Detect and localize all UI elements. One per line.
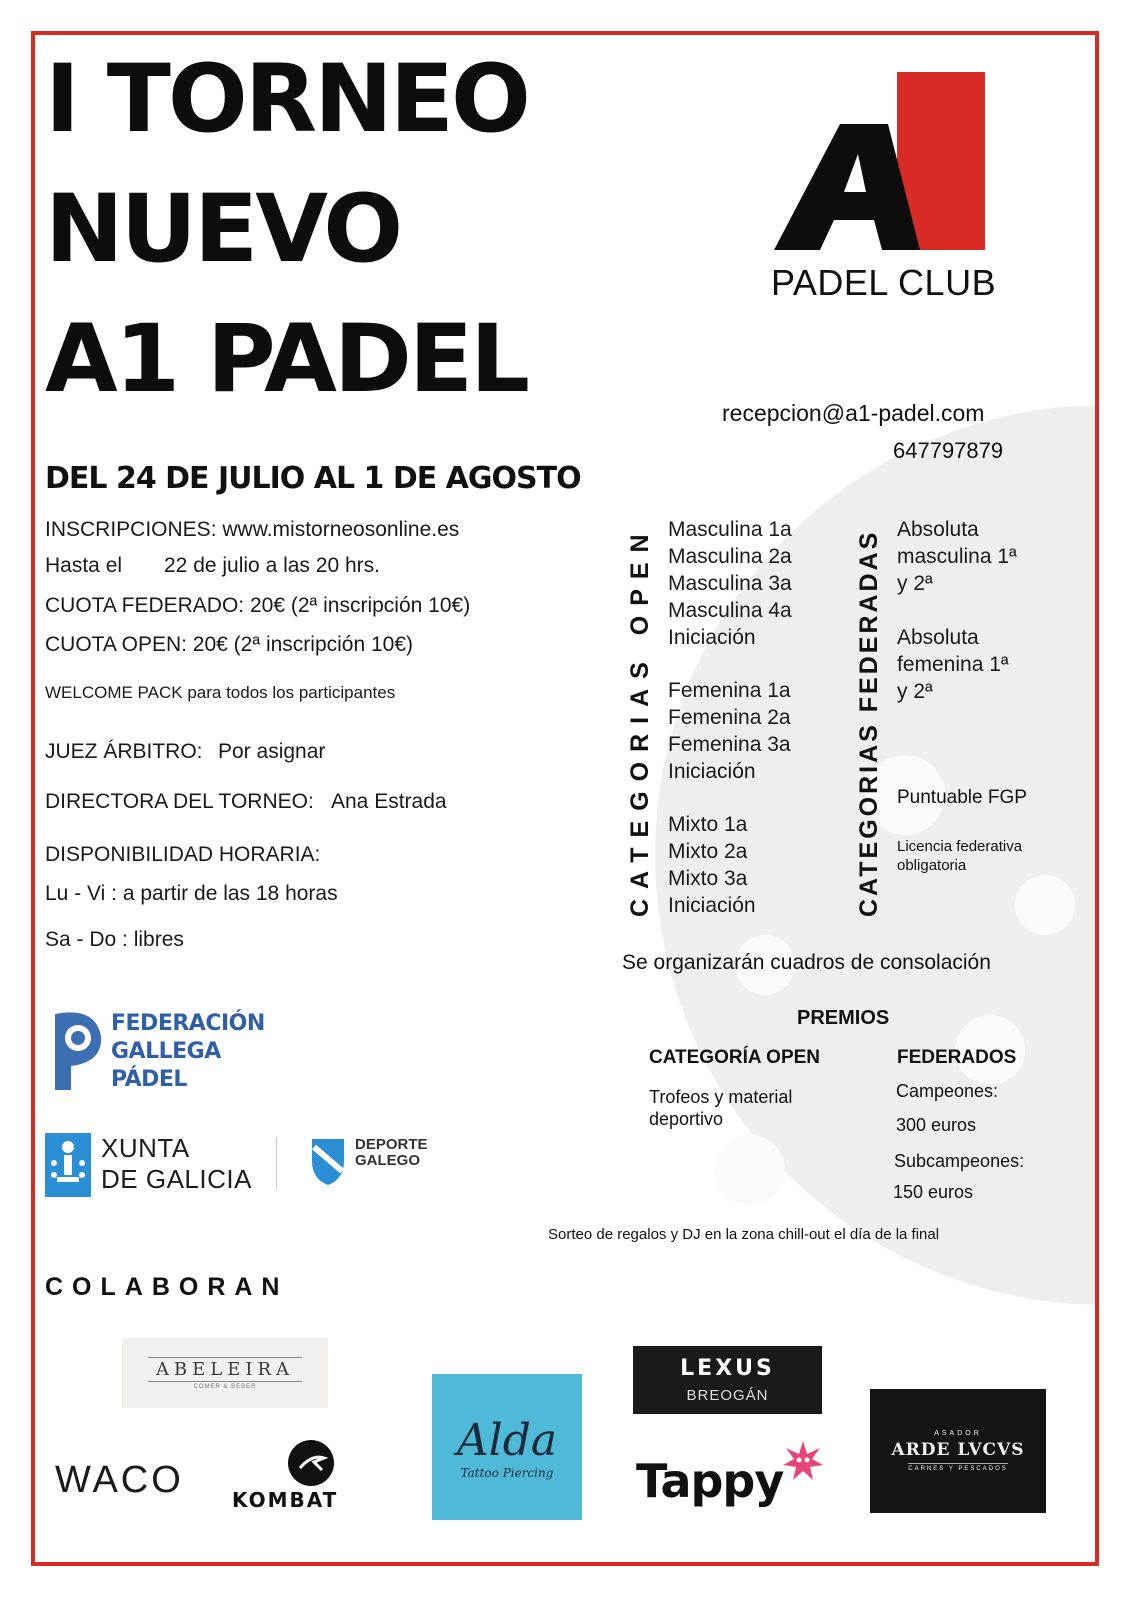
deporte-galego-icon xyxy=(310,1137,346,1187)
fgp-line: GALLEGA xyxy=(111,1039,221,1064)
deporte-logo-text xyxy=(355,1137,428,1169)
premios-open-line: deportivo xyxy=(649,1109,724,1129)
tournament-dates: DEL 24 DE JULIO AL 1 DE AGOSTO xyxy=(45,461,581,496)
fed-femenina xyxy=(897,624,1009,705)
premios-heading: PREMIOS xyxy=(797,1007,890,1029)
fed-fem-line: y 2ª xyxy=(897,680,933,703)
welcome-pack: WELCOME PACK para todos los participantes xyxy=(45,683,396,702)
alda-name: Alda xyxy=(456,1414,558,1466)
asador-name: ARDE LVCVS xyxy=(891,1440,1025,1460)
a1-logo-icon xyxy=(770,72,990,257)
contact-email[interactable]: recepcion@a1-padel.com xyxy=(722,400,985,426)
open-femenina-list xyxy=(668,677,791,785)
campeones-label: Campeones: xyxy=(896,1081,999,1101)
fgp-line: FEDERACIÓN xyxy=(111,1011,265,1036)
category-item: Femenina 1a xyxy=(668,679,791,702)
category-item: Mixto 1a xyxy=(668,813,748,836)
asador-sub: CARNES Y PESCADOS xyxy=(908,1463,1007,1472)
ball-dot xyxy=(715,1135,785,1205)
abeleira-name: ABELEIRA xyxy=(148,1357,302,1382)
subcampeones-label: Subcampeones: xyxy=(894,1151,1025,1171)
fgp-line: PÁDEL xyxy=(111,1067,187,1092)
kombat-icon xyxy=(288,1440,334,1486)
fed-masc-line: y 2ª xyxy=(897,572,933,595)
fed-fem-line: femenina 1ª xyxy=(897,653,1009,676)
xunta-line: DE GALICIA xyxy=(101,1164,252,1194)
sponsor-asador xyxy=(870,1389,1046,1513)
puntuable-fgp: Puntuable FGP xyxy=(897,787,1027,808)
category-item: Masculina 4a xyxy=(668,599,792,622)
licencia-line: Licencia federativa xyxy=(897,838,1023,855)
disponibilidad-label: DISPONIBILIDAD HORARIA: xyxy=(45,843,321,866)
category-item: Masculina 2a xyxy=(668,545,792,568)
sorteo-note: Sorteo de regalos y DJ en la zona chill-out el día de la final xyxy=(548,1226,940,1243)
open-masculina-list xyxy=(668,516,792,651)
tappy-star-icon xyxy=(782,1440,824,1482)
deporte-line: DEPORTE xyxy=(355,1136,428,1153)
a1-club-logo xyxy=(770,72,990,257)
contact-phone[interactable]: 647797879 xyxy=(893,438,1004,463)
premios-open-line: Trofeos y material xyxy=(649,1087,793,1107)
premios-open-heading: CATEGORÍA OPEN xyxy=(649,1047,821,1068)
category-item: Mixto 3a xyxy=(668,867,748,890)
xunta-logo-text xyxy=(101,1133,252,1195)
campeones-value: 300 euros xyxy=(896,1115,977,1135)
horario-lu-vi: Lu - Vi : a partir de las 18 horas xyxy=(45,882,338,905)
juez-label: JUEZ ÁRBITRO: xyxy=(45,740,203,763)
alda-sub: Tattoo Piercing xyxy=(460,1465,554,1480)
fed-masc-line: masculina 1ª xyxy=(897,545,1017,568)
xunta-shield-icon xyxy=(45,1133,91,1197)
lexus-sub: BREOGÁN xyxy=(686,1387,769,1404)
category-item: Mixto 2a xyxy=(668,840,748,863)
sponsor-alda xyxy=(432,1374,582,1520)
sponsor-tappy: Tappy xyxy=(636,1454,784,1508)
categorias-federadas-heading: CATEGORIAS FEDERADAS xyxy=(855,529,883,917)
horario-sa-do: Sa - Do : libres xyxy=(45,928,184,951)
abeleira-sub: COMER & BEBER xyxy=(193,1383,257,1390)
xunta-line: XUNTA xyxy=(101,1133,190,1163)
hasta-value: 22 de julio a las 20 hrs. xyxy=(164,554,380,577)
licencia-line: obligatoria xyxy=(897,857,967,874)
club-name: PADEL CLUB xyxy=(771,262,997,303)
juez-value: Por asignar xyxy=(218,740,326,763)
categorias-open-heading: CATEGORIAS OPEN xyxy=(626,524,654,917)
inscripciones: INSCRIPCIONES: www.mistorneosonline.es xyxy=(45,518,460,541)
title-line-1: I TORNEO xyxy=(45,45,528,154)
fgp-logo-icon xyxy=(45,1008,105,1092)
deporte-line: GALEGO xyxy=(355,1152,421,1169)
category-item: Iniciación xyxy=(668,894,756,917)
premios-fed-heading: FEDERADOS xyxy=(897,1047,1017,1068)
category-item: Masculina 1a xyxy=(668,518,792,541)
sponsor-abeleira xyxy=(122,1338,328,1408)
licencia-note xyxy=(897,837,1022,875)
cuota-federado: CUOTA FEDERADO: 20€ (2ª inscripción 10€) xyxy=(45,594,471,617)
title-line-2: NUEVO xyxy=(45,175,401,284)
ball-dot xyxy=(1015,875,1075,935)
category-item: Femenina 2a xyxy=(668,706,791,729)
colaboran-heading: COLABORAN xyxy=(45,1273,289,1301)
consolacion-note: Se organizarán cuadros de consolación xyxy=(622,951,991,974)
category-item: Femenina 3a xyxy=(668,733,791,756)
directora-label: DIRECTORA DEL TORNEO: xyxy=(45,790,314,813)
fed-fem-line: Absoluta xyxy=(897,626,979,649)
open-mixto-list xyxy=(668,811,756,919)
sponsor-kombat: KOMBAT xyxy=(232,1488,339,1512)
sponsor-lexus xyxy=(633,1346,822,1414)
lexus-name: LEXUS xyxy=(680,1356,775,1381)
category-item: Iniciación xyxy=(668,626,756,649)
fed-masculina xyxy=(897,516,1017,597)
asador-top: ASADOR xyxy=(934,1430,982,1437)
category-item: Masculina 3a xyxy=(668,572,792,595)
sponsor-waco: WACO xyxy=(55,1459,184,1501)
title-line-3: A1 PADEL xyxy=(45,305,528,414)
subcampeones-value: 150 euros xyxy=(893,1182,974,1202)
hasta-label: Hasta el xyxy=(45,554,123,577)
fgp-logo-text xyxy=(111,1010,265,1094)
cuota-open: CUOTA OPEN: 20€ (2ª inscripción 10€) xyxy=(45,633,414,656)
category-item: Iniciación xyxy=(668,760,756,783)
directora-value: Ana Estrada xyxy=(331,790,447,813)
premios-open-text xyxy=(649,1086,792,1130)
fed-masc-line: Absoluta xyxy=(897,518,979,541)
logo-divider xyxy=(276,1137,277,1189)
